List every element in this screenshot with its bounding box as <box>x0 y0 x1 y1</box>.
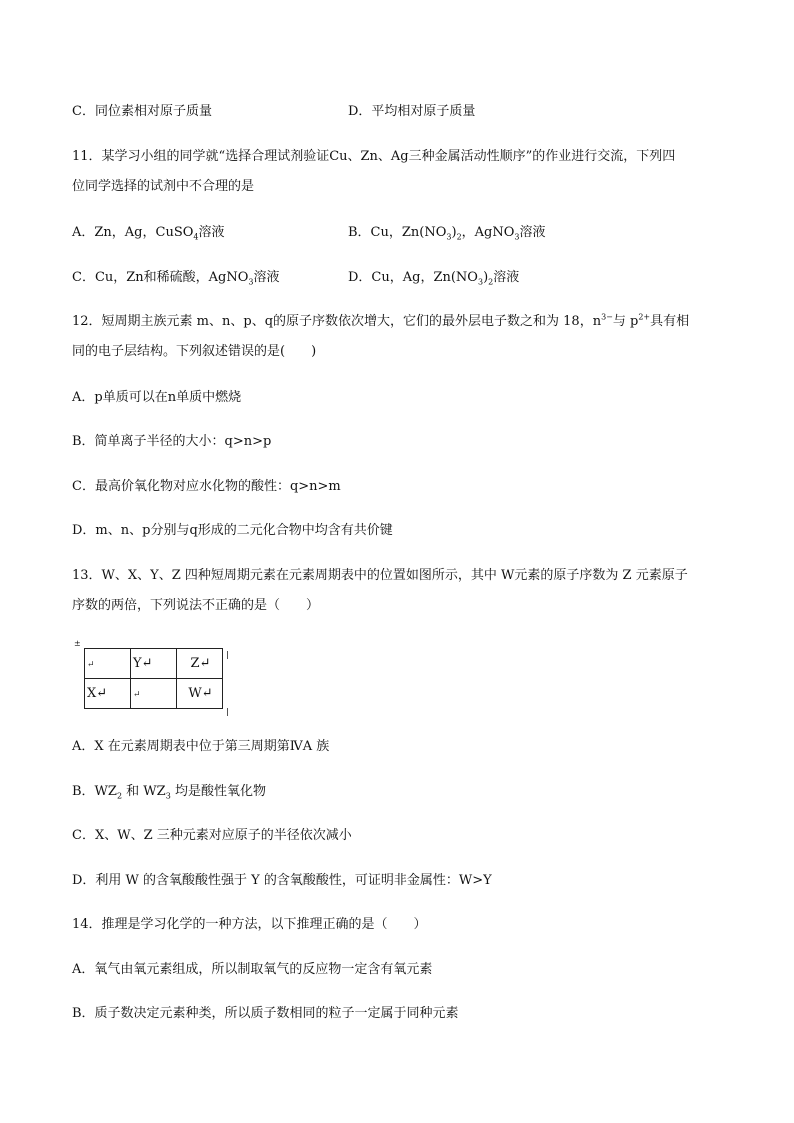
q12-option-d: D．m、n、p分别与q形成的二元化合物中均含有共价键 <box>72 523 393 538</box>
q14-option-b: B．质子数决定元素种类，所以质子数相同的粒子一定属于同种元素 <box>72 1006 459 1021</box>
periodic-table-fragment <box>84 648 223 709</box>
q10-option-c: C．同位素相对原子质量 <box>72 104 212 119</box>
table-cell: ↵ <box>85 649 131 679</box>
q13-option-a: A．X 在元素周期表中位于第三周期第ⅣA 族 <box>72 739 330 754</box>
q13-option-c: C．X、W、Z 三种元素对应原子的半径依次减小 <box>72 828 352 843</box>
table-cell-y: Y↵ <box>131 649 177 679</box>
q14-option-a: A．氧气由氧元素组成，所以制取氧气的反应物一定含有氧元素 <box>72 962 433 977</box>
table-cell-z: Z↵ <box>177 649 223 679</box>
table-anchor-icon: ± <box>74 639 81 648</box>
q11-option-a: A．Zn，Ag，CuSO$_4$溶液 <box>72 225 225 242</box>
q10-option-d: D．平均相对原子质量 <box>348 104 476 119</box>
q11-stem-line2: 位同学选择的试剂中不合理的是 <box>72 179 255 194</box>
table-edge-mark <box>227 651 228 659</box>
table-edge-mark <box>227 708 228 716</box>
q13-stem-line1: 13．W、X、Y、Z 四种短周期元素在元素周期表中的位置如图所示，其中 W元素的原子序数为 Z 元素原子 <box>72 568 688 583</box>
q13-option-b: B．$WZ_2$ 和 $WZ_3$ 均是酸性氧化物 <box>72 784 266 801</box>
q11-option-d: D．Cu，Ag，$Zn(NO_3)_2$溶液 <box>348 270 520 287</box>
table-cell-w: W↵ <box>177 679 223 709</box>
q12-stem-line1: 12．短周期主族元素 m、n、p、q的原子序数依次增大，它们的最外层电子数之和为 18，$n^{3-}$与 $p^{2+}$具有相 <box>72 312 690 329</box>
q11-option-c: C．Cu，Zn和稀硫酸，AgNO$_3$溶液 <box>72 270 280 287</box>
q13-option-d: D．利用 W 的含氧酸酸性强于 Y 的含氧酸酸性，可证明非金属性：W>Y <box>72 873 492 888</box>
q12-stem-line2: 同的电子层结构。下列叙述错误的是( ) <box>72 344 317 359</box>
table-cell: ↵ <box>131 679 177 709</box>
table-cell-x: X↵ <box>85 679 131 709</box>
q11-stem-line1: 11．某学习小组的同学就“选择合理试剂验证Cu、Zn、Ag三种金属活动性顺序”的作业进行交流，下列四 <box>72 149 676 164</box>
q13-stem-line2: 序数的两倍，下列说法不正确的是（ ） <box>72 598 320 613</box>
q11-option-b: B．Cu，$Zn(NO_3)_2$，AgNO$_3$溶液 <box>348 225 546 242</box>
q12-option-c: C．最高价氧化物对应水化物的酸性：q>n>m <box>72 479 341 494</box>
q12-option-a: A．p单质可以在n单质中燃烧 <box>72 390 242 405</box>
q12-option-b: B．简单离子半径的大小：q>n>p <box>72 434 272 449</box>
table-row <box>85 649 223 679</box>
table-row <box>85 679 223 709</box>
q14-stem: 14．推理是学习化学的一种方法，以下推理正确的是（ ） <box>72 917 427 932</box>
